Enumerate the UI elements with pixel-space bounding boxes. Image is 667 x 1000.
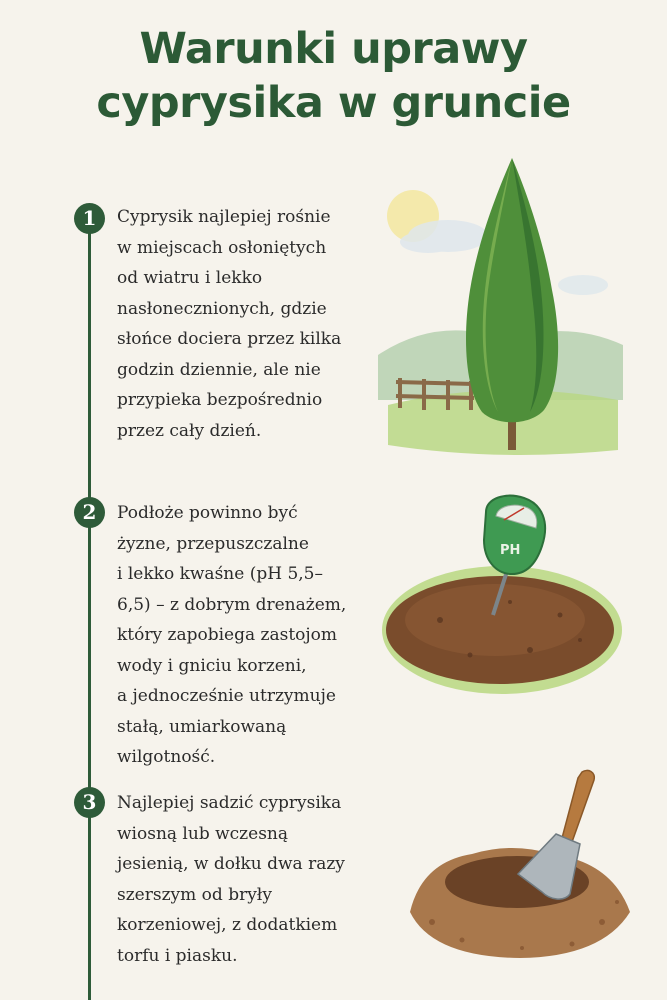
text-line: torfu i piasku. xyxy=(117,945,238,966)
tree-crown xyxy=(466,158,558,422)
title-line-1: Warunki uprawy xyxy=(139,24,528,74)
text-line: wiosną lub wczesną xyxy=(117,823,289,844)
text-line: jesienią, w dołku dwa razy xyxy=(117,854,345,874)
text-line: w miejscach osłoniętych xyxy=(117,237,327,258)
text-line: przez cały dzień. xyxy=(117,420,262,441)
text-line: wody i gniciu korzeni, xyxy=(117,655,307,676)
text-line: Najlepiej sadzić cyprysika xyxy=(117,793,342,813)
text-line: godzin dziennie, ale nie xyxy=(117,359,321,380)
timeline-line xyxy=(88,230,91,1000)
text-line: słońce dociera przez kilka xyxy=(117,329,342,349)
text-line: wilgotność. xyxy=(117,747,216,767)
text-line: od wiatru i lekko xyxy=(117,268,263,288)
soil-ph-meter-illustration xyxy=(380,490,625,700)
step-number-3: 3 xyxy=(74,787,105,818)
ph-meter-icon xyxy=(484,496,545,574)
ph-label: PH xyxy=(500,543,521,558)
step-3-text xyxy=(117,788,402,971)
text-line: stałą, umiarkowaną xyxy=(117,716,287,737)
text-line: i lekko kwaśne (pH 5,5– xyxy=(117,564,323,584)
step-1-text xyxy=(117,202,402,446)
text-line: szerszym od bryły xyxy=(117,884,272,905)
text-line: nasłonecznionych, gdzie xyxy=(117,298,327,319)
text-line: żyzne, przepuszczalne xyxy=(117,533,309,554)
step-number-2: 2 xyxy=(74,497,105,528)
text-line: który zapobiega zastojom xyxy=(117,625,338,645)
trowel-handle xyxy=(562,770,594,842)
cypress-tree-illustration xyxy=(378,150,623,460)
text-line: Podłoże powinno być xyxy=(117,503,298,523)
text-line: korzeniowej, z dodatkiem xyxy=(117,915,338,935)
text-line: Cyprysik najlepiej rośnie xyxy=(117,207,331,227)
step-number-1: 1 xyxy=(74,203,105,234)
title-line-2: cyprysika w gruncie xyxy=(96,78,571,128)
page-title xyxy=(0,22,667,130)
text-line: przypieka bezpośrednio xyxy=(117,390,323,410)
trowel-soil-mound-illustration xyxy=(402,762,637,967)
step-2-text xyxy=(117,498,402,773)
text-line: a jednocześnie utrzymuje xyxy=(117,686,336,706)
text-line: 6,5) – z dobrym drenażem, xyxy=(117,594,347,615)
